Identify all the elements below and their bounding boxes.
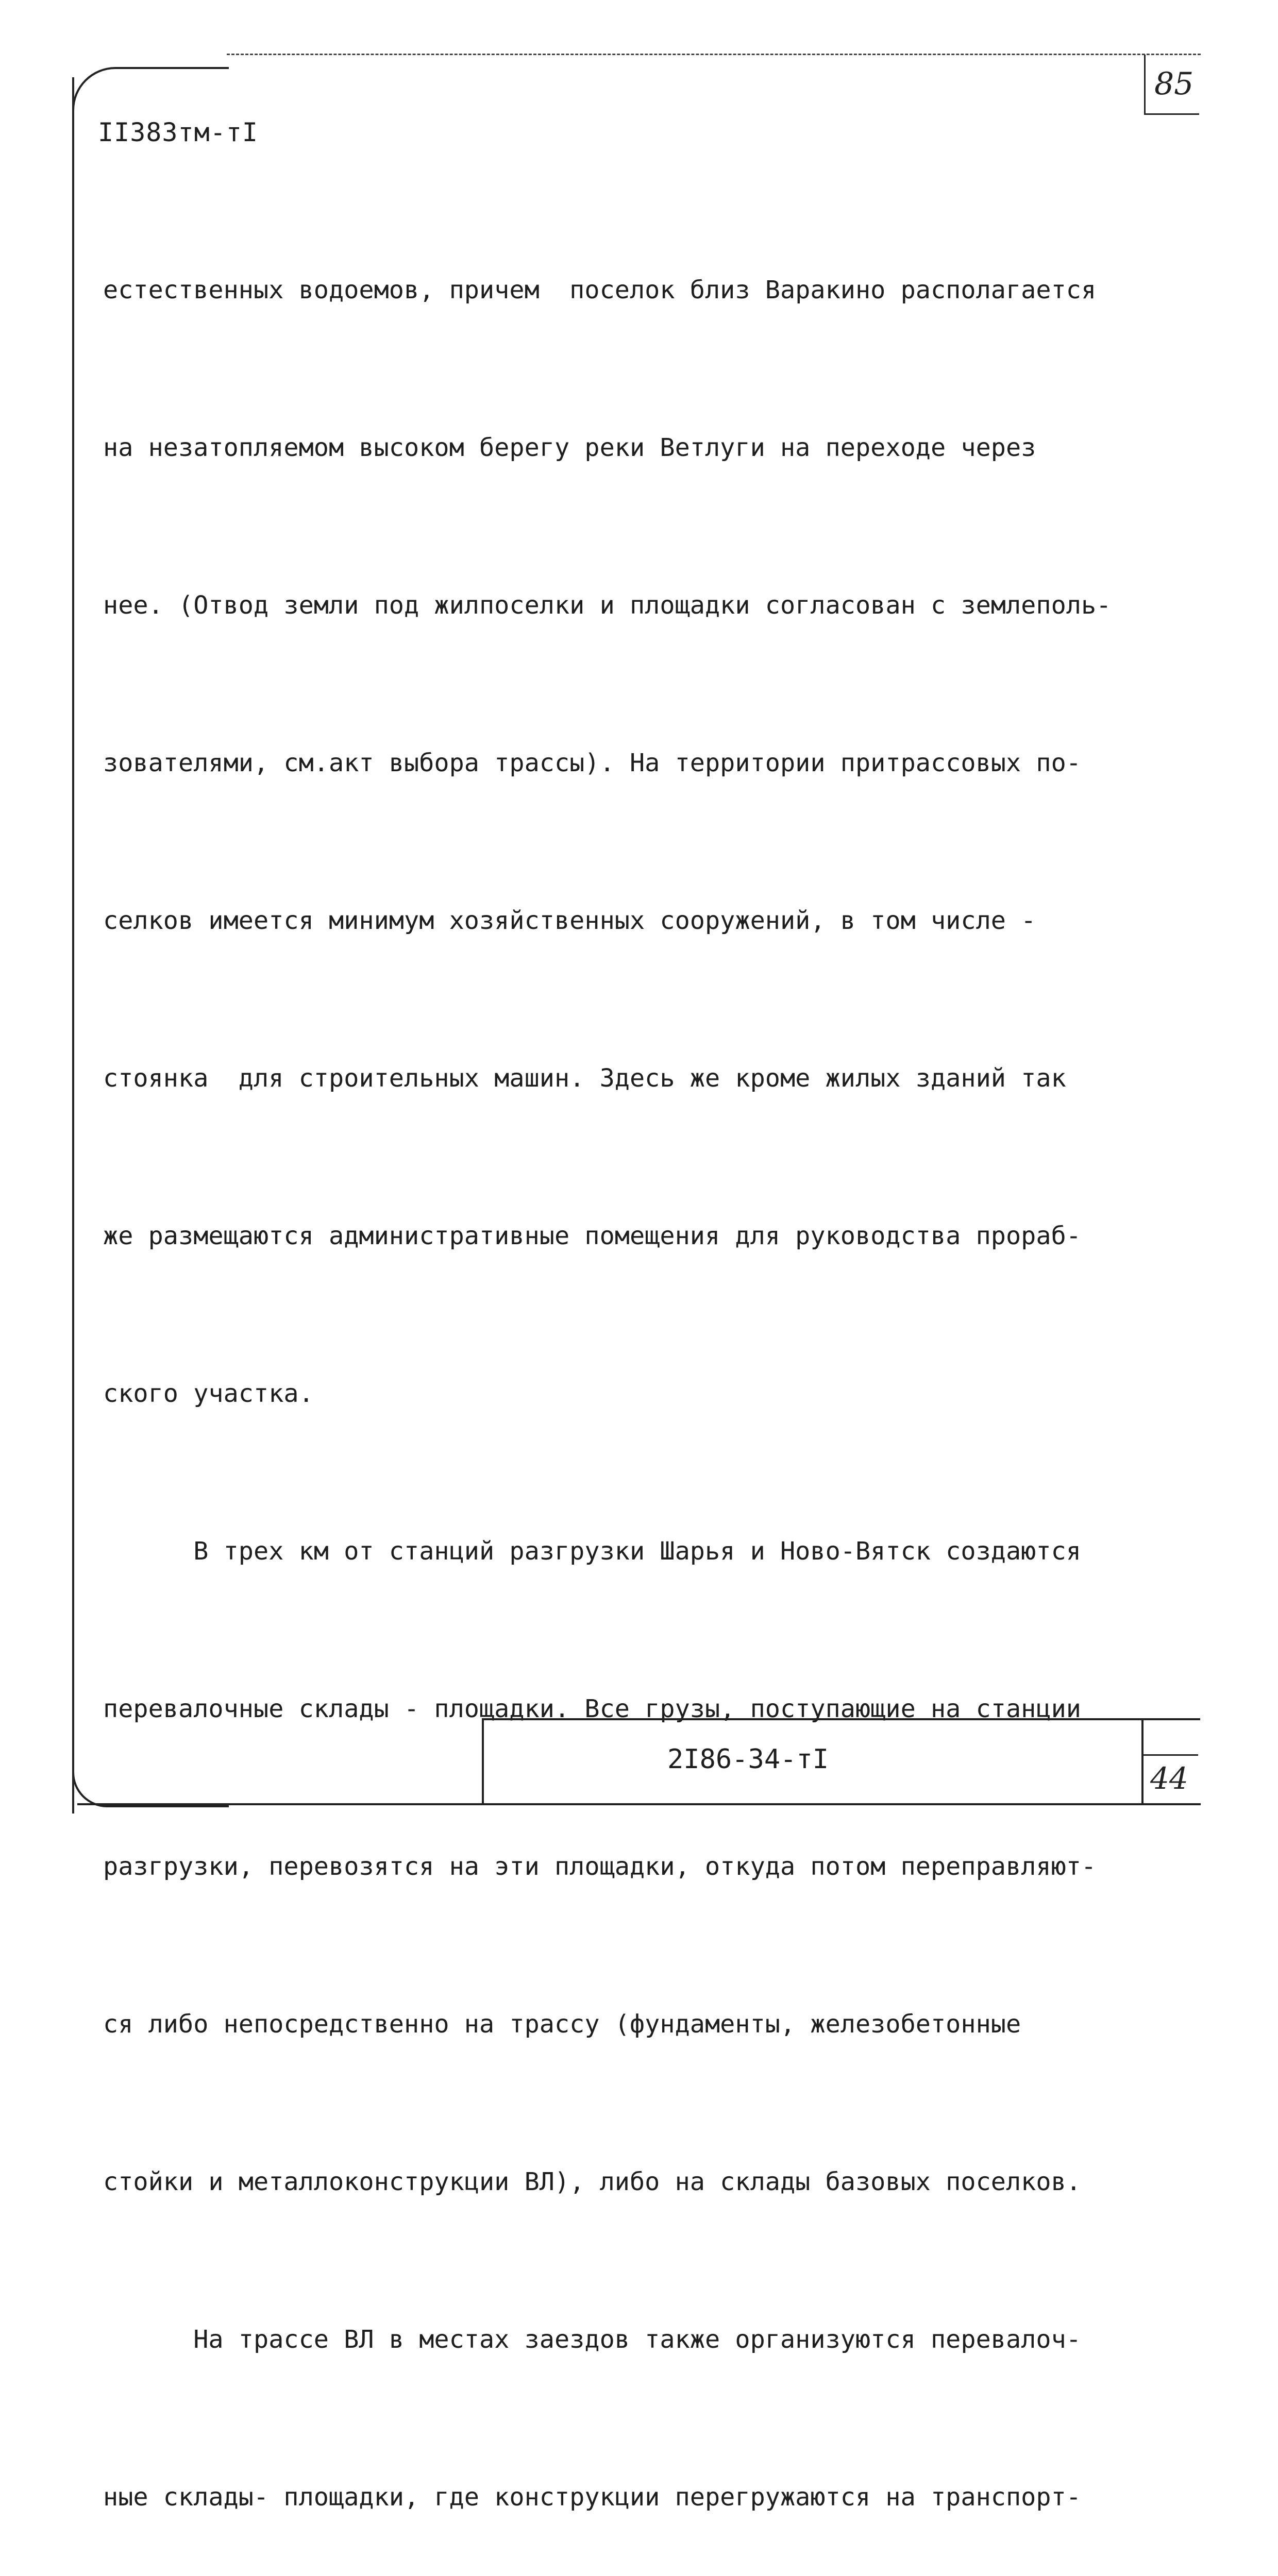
text-line: селков имеется минимум хозяйственных сооружений, в том числе - <box>103 906 1036 935</box>
text-line: В трех км от станций разгрузки Шарья и Ново-Вятск создаются <box>103 1537 1081 1566</box>
text-line: стоянка для строительных машин. Здесь же кроме жилых зданий так <box>103 1064 1066 1093</box>
stamp-divider <box>1141 1718 1144 1803</box>
text-line: ского участка. <box>103 1379 314 1408</box>
text-line: перевалочные склады - площадки. Все грузы, поступающие на станции <box>103 1694 1081 1723</box>
body-text <box>103 159 1185 2576</box>
frame-left-border <box>72 77 74 1814</box>
stamp-document-code: 2I86-34-тI <box>667 1744 829 1775</box>
text-line: на незатопляемом высоком берегу реки Ветлуги на переходе через <box>103 433 1036 462</box>
text-line: На трассе ВЛ в местах заездов также организуются перевалоч- <box>103 2325 1081 2354</box>
text-line: ся либо непосредственно на трассу (фундаменты, железобетонные <box>103 2010 1021 2039</box>
frame-top-border <box>227 54 1201 55</box>
frame-top-corner <box>72 67 229 110</box>
text-line: разгрузки, перевозятся на эти площадки, откуда потом переправляют- <box>103 1852 1097 1881</box>
stamp-inner-line <box>1141 1754 1198 1756</box>
title-block-stamp <box>482 1718 1200 1805</box>
text-line: зователями, см.акт выбора трассы). На территории притрассовых по- <box>103 749 1081 777</box>
text-line: ные склады- площадки, где конструкции перегружаются на транспорт- <box>103 2483 1081 2512</box>
document-code: II383тм-тI <box>98 117 259 147</box>
sheet-number: 85 <box>1154 66 1194 102</box>
text-line: нее. (Отвод земли под жилпоселки и площадки согласован с землеполь- <box>103 591 1112 620</box>
text-line: стойки и металлоконструкции ВЛ), либо на склады базовых поселков. <box>103 2167 1081 2196</box>
text-line: же размещаются административные помещения для руководства прораб- <box>103 1222 1081 1250</box>
text-line: естественных водоемов, причем поселок близ Варакино располагается <box>103 276 1097 304</box>
stamp-sheet-number: 44 <box>1150 1761 1188 1796</box>
